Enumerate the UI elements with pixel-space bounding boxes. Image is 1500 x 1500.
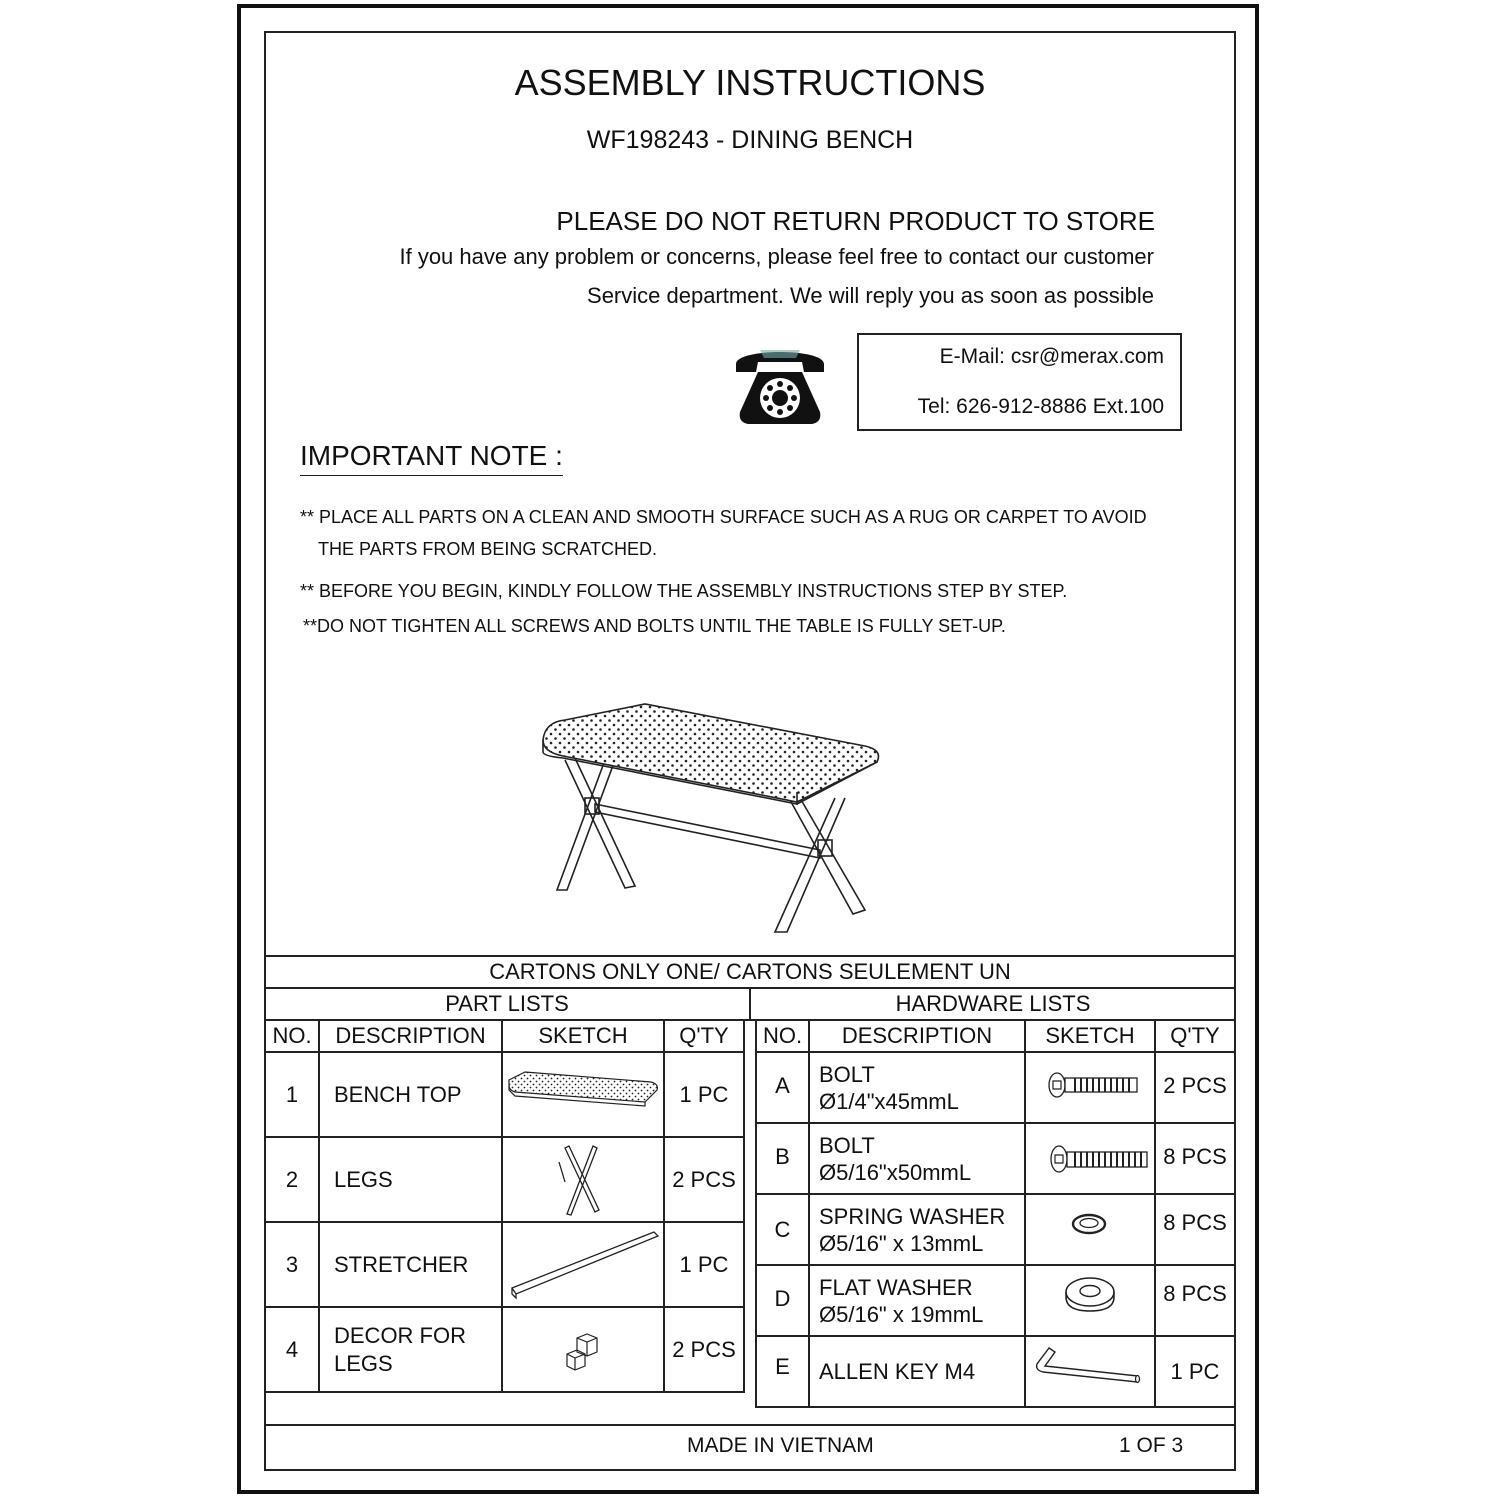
part-row-no: 2 xyxy=(285,1166,299,1192)
parts-header-no: NO. xyxy=(272,1023,312,1048)
important-note-heading: IMPORTANT NOTE : xyxy=(300,440,563,476)
parts-header-description: DESCRIPTION xyxy=(335,1023,486,1048)
part-desc-line-1: DECOR FOR xyxy=(334,1322,466,1348)
hardware-row-description xyxy=(819,1266,1024,1335)
hardware-row-qty: 8 PCS xyxy=(1163,1281,1227,1306)
hardware-desc-line-1: BOLT xyxy=(819,1061,875,1087)
cartons-row: CARTONS ONLY ONE/ CARTONS SEULEMENT UN xyxy=(489,959,1011,984)
hardware-row-no: C xyxy=(774,1216,791,1242)
hardware-row-description xyxy=(819,1195,1024,1264)
product-subtitle: WF198243 - DINING BENCH xyxy=(586,126,914,154)
table-rule xyxy=(264,1424,1236,1426)
support-message-line-2: Service department. We will reply you as soon as possible xyxy=(587,283,1154,308)
hardware-row-no: B xyxy=(775,1144,790,1169)
part-row-description xyxy=(334,1308,501,1391)
hardware-row-description: ALLEN KEY M4 xyxy=(819,1358,976,1384)
bolt-long-sketch xyxy=(1047,1143,1151,1175)
part-row-description: STRETCHER xyxy=(334,1251,469,1277)
note-3: **DO NOT TIGHTEN ALL SCREWS AND BOLTS UNTIL THE TABLE IS FULLY SET-UP. xyxy=(303,616,1006,636)
part-row-no: 1 xyxy=(285,1081,299,1107)
flat-washer-sketch xyxy=(1063,1274,1117,1314)
support-message-line-1: If you have any problem or concerns, please feel free to contact our customer xyxy=(399,244,1154,269)
contact-email: E-Mail: csr@merax.com xyxy=(939,345,1164,368)
page-title: ASSEMBLY INSTRUCTIONS xyxy=(514,62,986,103)
hardware-desc-line-1: BOLT xyxy=(819,1132,875,1158)
hardware-lists-title: HARDWARE LISTS xyxy=(895,991,1091,1016)
bolt-short-sketch xyxy=(1045,1070,1141,1100)
bench-top-sketch xyxy=(505,1068,661,1112)
hardware-desc-line-1: SPRING WASHER xyxy=(819,1203,1006,1229)
table-rule xyxy=(755,1406,1236,1408)
return-warning: PLEASE DO NOT RETURN PRODUCT TO STORE xyxy=(556,206,1155,236)
part-lists-title: PART LISTS xyxy=(445,991,569,1016)
made-in-label: MADE IN VIETNAM xyxy=(687,1434,874,1457)
hardware-header-sketch: SKETCH xyxy=(1045,1023,1135,1048)
hardware-row-description xyxy=(819,1124,1024,1193)
part-row-description: LEGS xyxy=(334,1166,393,1192)
note-2: ** BEFORE YOU BEGIN, KINDLY FOLLOW THE ASSEMBLY INSTRUCTIONS STEP BY STEP. xyxy=(300,581,1068,601)
hardware-row-qty: 8 PCS xyxy=(1163,1144,1227,1169)
part-row-qty: 1 PC xyxy=(679,1081,729,1107)
hardware-row-no: E xyxy=(775,1354,790,1379)
hardware-row-no: D xyxy=(774,1286,791,1311)
part-row-qty: 2 PCS xyxy=(672,1166,736,1192)
parts-header-sketch: SKETCH xyxy=(538,1023,628,1048)
hardware-header-qty: Q'TY xyxy=(1170,1023,1220,1048)
part-desc-line-2: LEGS xyxy=(334,1350,393,1376)
table-rule xyxy=(264,1391,745,1393)
page-number: 1 OF 3 xyxy=(1119,1434,1184,1457)
hardware-desc-line-1: FLAT WASHER xyxy=(819,1274,973,1300)
part-row-description: BENCH TOP xyxy=(334,1081,462,1107)
spring-washer-sketch xyxy=(1070,1211,1108,1237)
decor-sketch xyxy=(563,1332,603,1372)
note-1-line-2: THE PARTS FROM BEING SCRATCHED. xyxy=(318,539,658,559)
parts-header-qty: Q'TY xyxy=(679,1023,729,1048)
hardware-desc-line-2: Ø5/16" x 19mmL xyxy=(819,1301,984,1327)
table-rule xyxy=(501,1019,503,1393)
table-rule xyxy=(318,1019,320,1393)
hardware-row-qty: 1 PC xyxy=(1170,1358,1220,1384)
bench-illustration xyxy=(535,700,885,940)
table-rule xyxy=(808,1019,810,1408)
hardware-desc-line-2: Ø1/4"x45mmL xyxy=(819,1088,959,1114)
hardware-row-qty: 8 PCS xyxy=(1163,1210,1227,1235)
contact-box xyxy=(857,333,1182,431)
hardware-row-no: A xyxy=(775,1073,790,1098)
telephone-icon xyxy=(730,342,830,428)
stretcher-sketch xyxy=(508,1228,660,1300)
table-rule xyxy=(1024,1019,1026,1408)
legs-sketch xyxy=(555,1142,605,1218)
contact-phone: Tel: 626-912-8886 Ext.100 xyxy=(917,395,1164,418)
part-row-qty: 2 PCS xyxy=(672,1336,736,1362)
hardware-desc-line-2: Ø5/16" x 13mmL xyxy=(819,1230,984,1256)
table-rule xyxy=(743,1019,745,1393)
hardware-desc-line-2: Ø5/16"x50mmL xyxy=(819,1159,972,1185)
part-row-no: 4 xyxy=(285,1336,299,1362)
part-row-no: 3 xyxy=(285,1251,299,1277)
hardware-row-description xyxy=(819,1053,1024,1122)
note-1-line-1: ** PLACE ALL PARTS ON A CLEAN AND SMOOTH SURFACE SUCH AS A RUG OR CARPET TO AVOID xyxy=(300,507,1147,527)
hardware-header-description: DESCRIPTION xyxy=(841,1023,993,1048)
hardware-row-qty: 2 PCS xyxy=(1163,1073,1227,1098)
allen-key-sketch xyxy=(1033,1344,1143,1388)
hardware-header-no: NO. xyxy=(762,1023,803,1048)
part-row-qty: 1 PC xyxy=(679,1251,729,1277)
